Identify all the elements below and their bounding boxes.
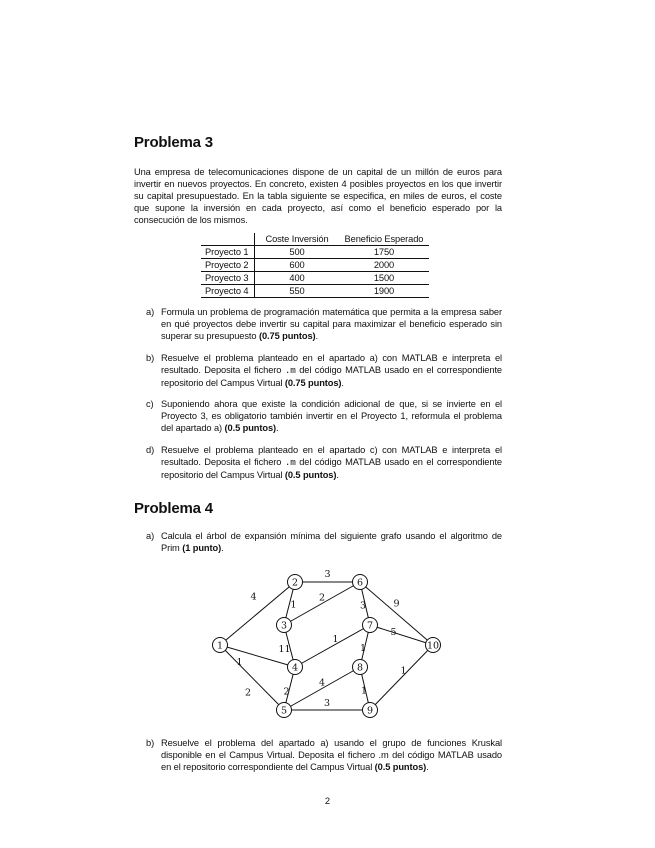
edge-weight-label: 1 — [360, 685, 368, 697]
item-points: (0.5 puntos) — [284, 470, 337, 481]
table-cell-cost: 600 — [255, 259, 339, 272]
item-label: b) — [146, 353, 155, 363]
problem3-title: Problema 3 — [134, 134, 213, 151]
file-extension: .m — [284, 457, 296, 469]
edge-weight-label: 2 — [244, 687, 252, 699]
graph-node-label: 1 — [216, 640, 224, 652]
item-text: Resuelve el problema planteado en el apartado c) con MATLAB e interpreta el resultado. Deposita el fichero .m del código MATLAB usado en el correspondiente repositorio del Campus Virtual (0.5 puntos). — [161, 445, 502, 481]
graph-edge-1-2 — [220, 582, 295, 645]
item-points: (1 punto) — [182, 543, 222, 554]
graph-edge-9-10 — [370, 645, 433, 710]
edge-weight-label: 9 — [393, 598, 400, 610]
table-cell-benefit: 1500 — [339, 272, 430, 285]
edge-weight-label: 2 — [318, 592, 326, 604]
table-cell-cost: 400 — [255, 272, 339, 285]
item-label: c) — [146, 399, 154, 409]
graph-node-label: 7 — [366, 620, 374, 632]
problem4-title: Problema 4 — [134, 500, 213, 517]
edge-weight-label: 11 — [278, 644, 291, 655]
item-label: a) — [146, 531, 155, 541]
edge-weight-label: 4 — [250, 591, 257, 603]
table-header-benefit: Beneficio Esperado — [339, 233, 430, 246]
edge-weight-label: 5 — [390, 627, 397, 638]
item-label: b) — [146, 738, 155, 748]
graph-node-label: 4 — [291, 662, 299, 674]
item-label: d) — [146, 445, 155, 455]
item-text: Resuelve el problema del apartado a) usando el grupo de funciones Kruskal disponible en el Campus Virtual. Deposita el fichero .m del código MATLAB usado en el repositorio correspondiente del Campus Virtual (0.5 puntos). — [161, 738, 502, 773]
graph-node-label: 9 — [366, 705, 374, 717]
edge-weight-label: 1 — [290, 599, 297, 611]
item-points: (0.75 puntos) — [258, 331, 316, 342]
item-label: a) — [146, 307, 155, 317]
edge-weight-label: 1 — [332, 634, 339, 645]
table-cell-benefit: 1750 — [339, 246, 430, 259]
table-cell-project: Proyecto 4 — [201, 285, 255, 298]
graph-node-label: 8 — [356, 662, 364, 674]
graph-node-label: 3 — [280, 620, 288, 632]
edge-weight-label: 2 — [283, 686, 290, 698]
file-extension: .m — [284, 365, 296, 377]
item-points: (0.5 puntos) — [224, 423, 277, 434]
item-text: Suponiendo ahora que existe la condición adicional de que, si se invierte en el Proyecto 3, es obligatorio también invertir en el Proyecto 1, reformula el problema del apartado a) (0.5 puntos). — [161, 399, 502, 434]
edge-weight-label: 4 — [318, 677, 326, 689]
item-text: Calcula el árbol de expansión mínima del siguiente grafo usando el algoritmo de Prim (1 punto). — [161, 531, 502, 554]
table-cell-benefit: 2000 — [339, 259, 430, 272]
table-header-cost: Coste Inversión — [255, 233, 339, 246]
table-cell-project: Proyecto 1 — [201, 246, 255, 259]
item-points: (0.5 puntos) — [374, 762, 427, 773]
edge-weight-label: 1 — [359, 643, 367, 654]
problem3-intro: Una empresa de telecomunicaciones dispone de un capital de un millón de euros para invertir en nuevos proyectos. En concreto, existen 4 posibles proyectos en los que invertir su capital presupuestado. En la tabla siguiente se especifica, en miles de euros, el coste que supone la inversión en cada proyecto, así como el beneficio esperado por la consecución de los mismos. — [134, 167, 502, 226]
edge-weight-label: 1 — [400, 665, 407, 677]
graph-node-label: 5 — [280, 705, 288, 717]
edge-weight-label: 3 — [324, 569, 331, 580]
page-number: 2 — [324, 796, 331, 806]
graph-node-label: 10 — [426, 640, 440, 652]
edge-weight-label: 3 — [359, 600, 367, 612]
graph-node-label: 2 — [291, 577, 299, 589]
graph-node-label: 6 — [356, 577, 364, 589]
table-cell-project: Proyecto 3 — [201, 272, 255, 285]
table-cell-project: Proyecto 2 — [201, 259, 255, 272]
table-cell-benefit: 1900 — [339, 285, 430, 298]
graph-edge-7-10 — [370, 625, 433, 645]
item-text: Formula un problema de programación matemática que permita a la empresa saber en qué proyectos debe invertir su capital para maximizar el beneficio esperado sin superar su presupuesto (0.75 puntos). — [161, 307, 502, 342]
edge-weight-label: 3 — [323, 698, 331, 709]
item-points: (0.75 puntos) — [284, 378, 342, 389]
table-cell-cost: 550 — [255, 285, 339, 298]
edge-weight-label: 1 — [236, 657, 243, 668]
table-cell-cost: 500 — [255, 246, 339, 259]
item-text: Resuelve el problema planteado en el apartado a) con MATLAB e interpreta el resultado. Deposita el fichero .m del código MATLAB usado en el correspondiente repositorio del Campus Virtual (0.75 puntos). — [161, 353, 502, 389]
